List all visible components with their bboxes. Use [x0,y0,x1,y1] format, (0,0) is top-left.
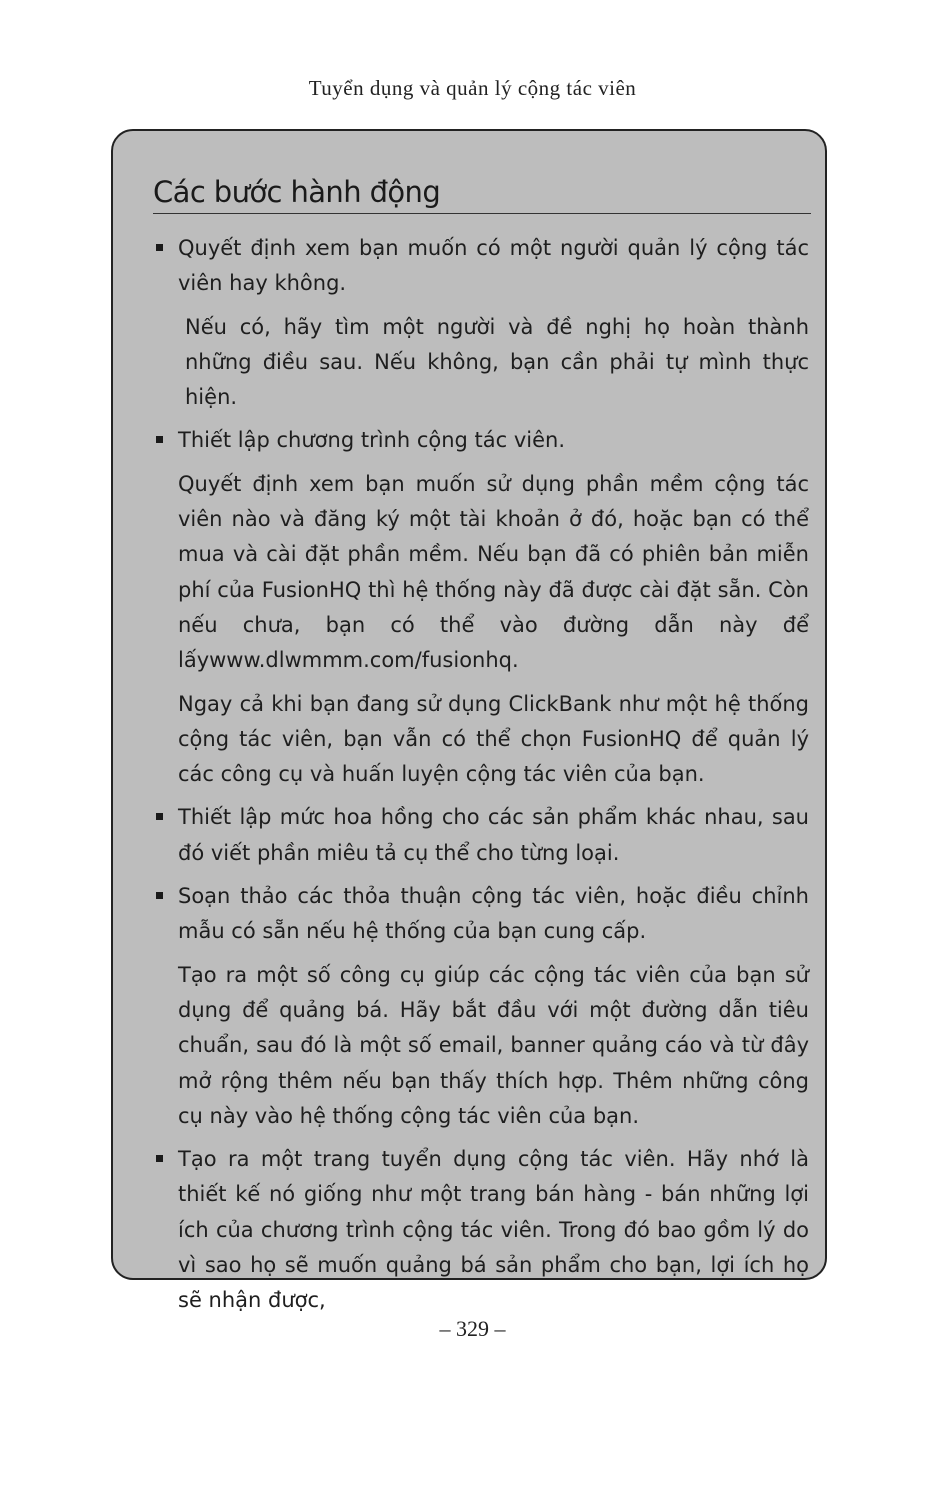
square-bullet-icon [156,436,163,443]
list-item [153,879,809,950]
square-bullet-icon [156,244,163,251]
sub-paragraph: Nếu có, hãy tìm một người và đề nghị họ hoàn thành những điều sau. Nếu không, bạn cần phải tự mình thực hiện. [185,314,809,410]
box-title: Các bước hành động [153,173,811,214]
sub-paragraph: Tạo ra một số công cụ giúp các cộng tác viên của bạn sử dụng để quảng bá. Hãy bắt đầu với một đường dẫn tiêu chuẩn, sau đó là một số email, banner quảng cáo và từ đây mở rộng thêm nếu bạn thấy thích hợp. Thêm những công cụ này vào hệ thống cộng tác viên của bạn. [178,962,809,1128]
square-bullet-icon [156,1155,163,1162]
list-item-text: Thiết lập chương trình cộng tác viên. [178,428,566,453]
list-item [153,1142,809,1318]
list-item [153,231,809,302]
list-item-text: Thiết lập mức hoa hồng cho các sản phẩm khác nhau, sau đó viết phần miêu tả cụ thể cho từng loại. [178,805,809,865]
box-content [153,231,809,1327]
list-item-text: Tạo ra một trang tuyển dụng cộng tác viên. Hãy nhớ là thiết kế nó giống như một trang bán hàng - bán những lợi ích của chương trình cộng tác viên. Trong đó bao gồm lý do vì sao họ sẽ muốn quảng bá sản phẩm cho bạn, lợi ích họ sẽ nhận được, [178,1147,809,1313]
square-bullet-icon [156,813,163,820]
running-header: Tuyển dụng và quản lý cộng tác viên [308,76,637,100]
list-item [153,423,809,458]
action-steps-box [111,129,827,1313]
list-item [153,800,809,871]
sub-paragraph-text: Quyết định xem bạn muốn sử dụng phần mềm cộng tác viên nào và đăng ký một tài khoản ở đó, hoặc bạn có thể mua và cài đặt phần mềm. Nếu bạn đã có phiên bản miễn phí của FusionHQ thì hệ thống này đã được cài đặt sẵn. Còn nếu chưa, bạn có thể vào đường dẫn này để [178,471,809,637]
square-bullet-icon [156,892,163,899]
list-item-text: Soạn thảo các thỏa thuận cộng tác viên, hoặc điều chỉnh mẫu có sẵn nếu hệ thống của bạn cung cấp. [178,884,809,944]
sub-paragraph [178,467,809,679]
list-item-text: Quyết định xem bạn muốn có một người quản lý cộng tác viên hay không. [178,236,809,296]
page-number: – 329 – [439,1316,506,1341]
sub-paragraph-link-line: lấywww.dlwmmm.com/fusionhq. [178,648,519,673]
sub-paragraph: Ngay cả khi bạn đang sử dụng ClickBank như một hệ thống cộng tác viên, bạn vẫn có thể chọn FusionHQ để quản lý các công cụ và huấn luyện cộng tác viên của bạn. [178,691,809,787]
